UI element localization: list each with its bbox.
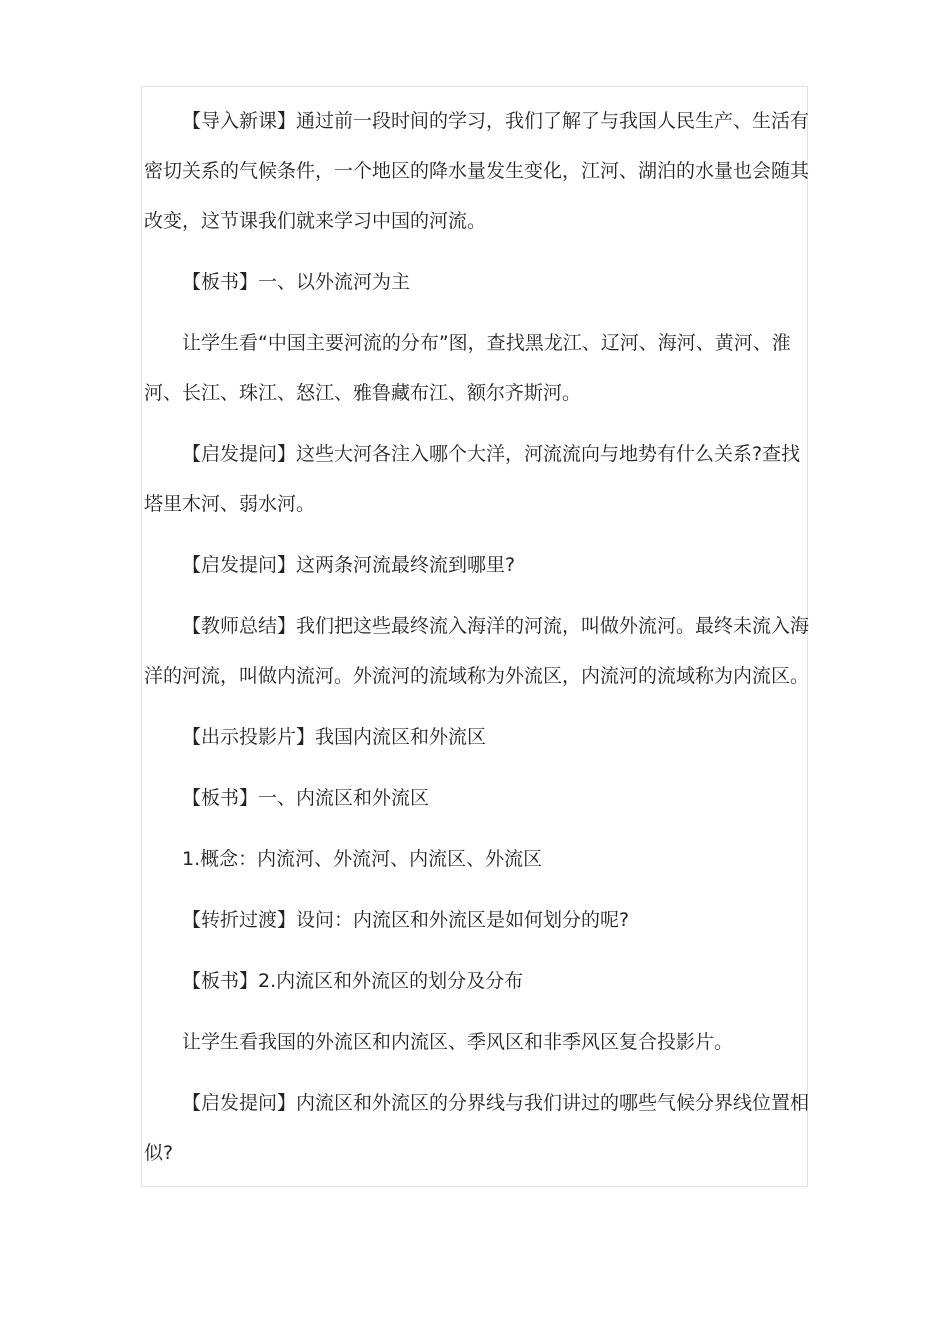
paragraph-overlay-task: [144, 1017, 812, 1067]
paragraph-tag: 【出示投影片】: [182, 726, 316, 748]
paragraph-text: 一、以外流河为主: [258, 271, 411, 293]
paragraph-tag: 【教师总结】: [182, 615, 297, 637]
paragraph-text: 我国内流区和外流区: [315, 726, 487, 748]
paragraph-tag: 【板书】: [182, 271, 259, 293]
paragraph-text: 通过前一段时间的学习，我们了解了与我国人民生产、生活有密切关系的气候条件，一个地区的降水量发生变化，江河、湖泊的水量也会随其改变，这节课我们就来学习中国的河流。: [144, 110, 810, 232]
paragraph-board-3: [144, 956, 812, 1006]
paragraph-question-3: [144, 1078, 812, 1178]
paragraph-board-2: [144, 773, 812, 823]
document-body: [144, 96, 812, 1189]
paragraph-text: 设问：内流区和外流区是如何划分的呢?: [296, 909, 630, 931]
paragraph-tag: 【板书】: [182, 970, 259, 992]
paragraph-tag: 【启发提问】: [182, 1092, 297, 1114]
paragraph-text: 1.概念：内流河、外流河、内流区、外流区: [182, 848, 543, 870]
paragraph-intro: [144, 96, 812, 246]
paragraph-text: 让学生看我国的外流区和内流区、季风区和非季风区复合投影片。: [182, 1031, 734, 1053]
paragraph-summary: [144, 601, 812, 701]
paragraph-board-1: [144, 257, 812, 307]
paragraph-question-2: [144, 540, 812, 590]
paragraph-text: 2.内流区和外流区的划分及分布: [258, 970, 524, 992]
paragraph-transition: [144, 895, 812, 945]
paragraph-text: 内流区和外流区的分界线与我们讲过的哪些气候分界线位置相似?: [144, 1092, 810, 1164]
paragraph-text: 一、内流区和外流区: [258, 787, 430, 809]
paragraph-tag: 【板书】: [182, 787, 259, 809]
paragraph-map-task: [144, 318, 812, 418]
paragraph-text: 我们把这些最终流入海洋的河流，叫做外流河。最终未流入海洋的河流，叫做内流河。外流河的流域称为外流区，内流河的流域称为内流区。: [144, 615, 810, 687]
paragraph-tag: 【启发提问】: [182, 443, 297, 465]
paragraph-text: 让学生看“中国主要河流的分布”图，查找黑龙江、辽河、海河、黄河、淮河、长江、珠江、怒江、雅鲁藏布江、额尔齐斯河。: [144, 332, 791, 404]
paragraph-text: 这两条河流最终流到哪里?: [296, 554, 516, 576]
paragraph-concept: [144, 834, 812, 884]
paragraph-text: 这些大河各注入哪个大洋，河流流向与地势有什么关系?查找塔里木河、弱水河。: [144, 443, 801, 515]
paragraph-question-1: [144, 429, 812, 529]
paragraph-tag: 【转折过渡】: [182, 909, 297, 931]
paragraph-slide: [144, 712, 812, 762]
paragraph-tag: 【导入新课】: [182, 110, 297, 132]
paragraph-tag: 【启发提问】: [182, 554, 297, 576]
